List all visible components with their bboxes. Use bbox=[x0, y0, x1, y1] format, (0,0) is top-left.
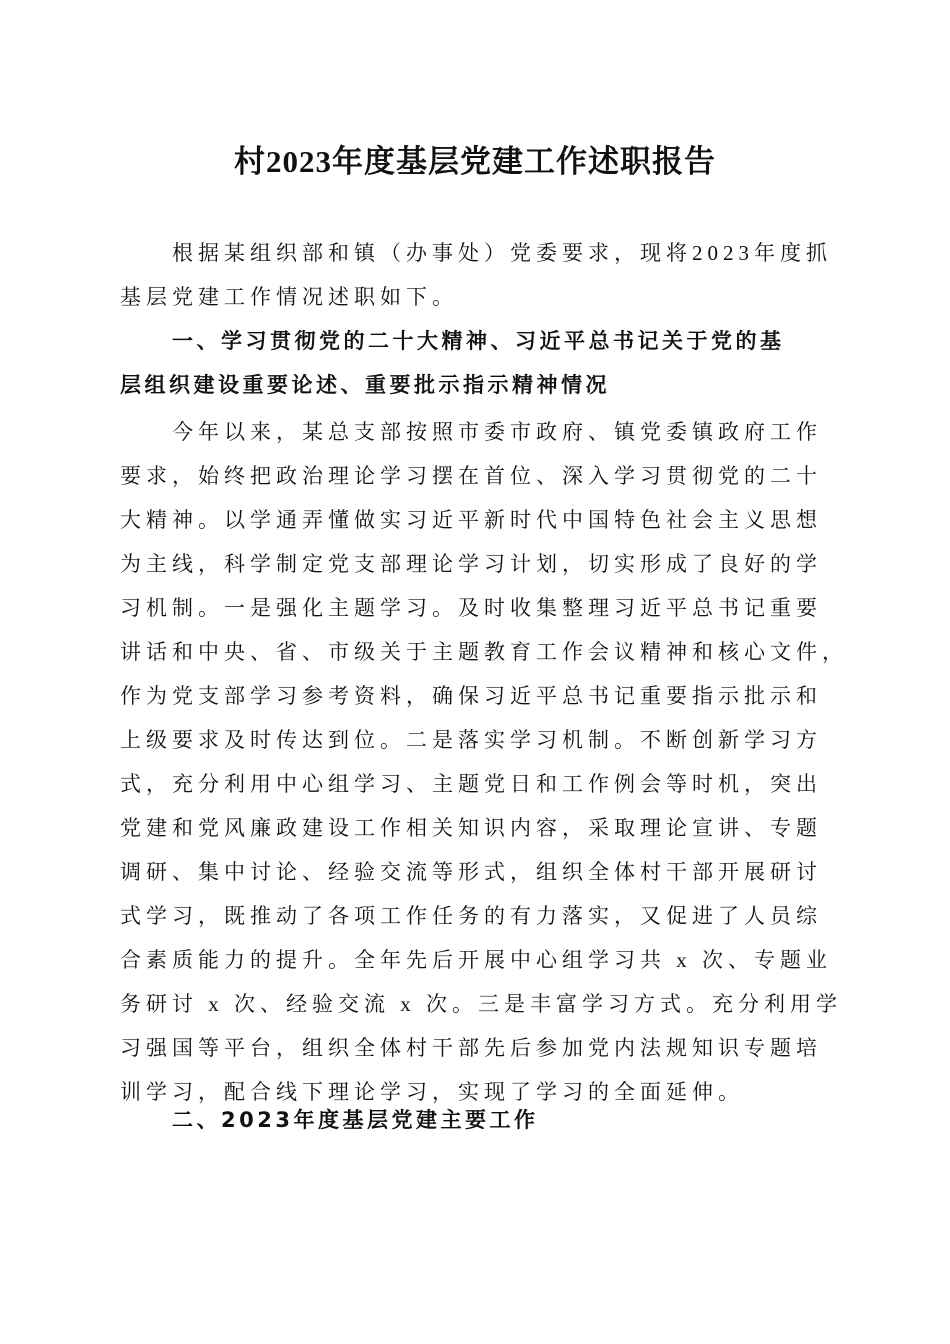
text-line: 调研、集中讨论、经验交流等形式，组织全体村干部开展研讨 bbox=[120, 860, 822, 884]
text-line: 根据某组织部和镇（办事处）党委要求，现将2023年度抓 bbox=[172, 241, 832, 265]
text-line: 上级要求及时传达到位。二是落实学习机制。不断创新学习方 bbox=[120, 728, 822, 752]
text-line: 今年以来，某总支部按照市委市政府、镇党委镇政府工作 bbox=[172, 420, 822, 444]
section-1-body bbox=[120, 410, 848, 1114]
heading-line: 层组织建设重要论述、重要批示指示精神情况 bbox=[120, 373, 610, 397]
text-line: 讲话和中央、省、市级关于主题教育工作会议精神和核心文件， bbox=[120, 640, 848, 664]
text-line: 式，充分利用中心组学习、主题党日和工作例会等时机，突出 bbox=[120, 772, 822, 796]
document-title: 村2023年度基层党建工作述职报告 bbox=[234, 144, 716, 179]
text-line: 作为党支部学习参考资料，确保习近平总书记重要指示批示和 bbox=[120, 684, 822, 708]
heading-line: 二、2023年度基层党建主要工作 bbox=[172, 1108, 539, 1132]
section-1-heading bbox=[120, 319, 840, 407]
text-line: 式学习，既推动了各项工作任务的有力落实，又促进了人员综 bbox=[120, 904, 822, 928]
text-line: 合素质能力的提升。全年先后开展中心组学习共 x 次、专题业 bbox=[120, 948, 832, 972]
text-line: 训学习，配合线下理论学习，实现了学习的全面延伸。 bbox=[120, 1080, 744, 1104]
heading-line: 一、学习贯彻党的二十大精神、习近平总书记关于党的基 bbox=[172, 329, 785, 353]
text-line: 党建和党风廉政建设工作相关知识内容，采取理论宣讲、专题 bbox=[120, 816, 822, 840]
text-line: 务研讨 x 次、经验交流 x 次。三是丰富学习方式。充分利用学 bbox=[120, 992, 842, 1016]
intro-paragraph bbox=[120, 231, 840, 319]
section-2-heading bbox=[120, 1098, 840, 1142]
text-line: 习机制。一是强化主题学习。及时收集整理习近平总书记重要 bbox=[120, 596, 822, 620]
text-line: 大精神。以学通弄懂做实习近平新时代中国特色社会主义思想 bbox=[120, 508, 822, 532]
text-line: 为主线，科学制定党支部理论学习计划，切实形成了良好的学 bbox=[120, 552, 822, 576]
text-line: 要求，始终把政治理论学习摆在首位、深入学习贯彻党的二十 bbox=[120, 464, 822, 488]
text-line: 习强国等平台，组织全体村干部先后参加党内法规知识专题培 bbox=[120, 1036, 822, 1060]
text-line: 基层党建工作情况述职如下。 bbox=[120, 285, 458, 309]
